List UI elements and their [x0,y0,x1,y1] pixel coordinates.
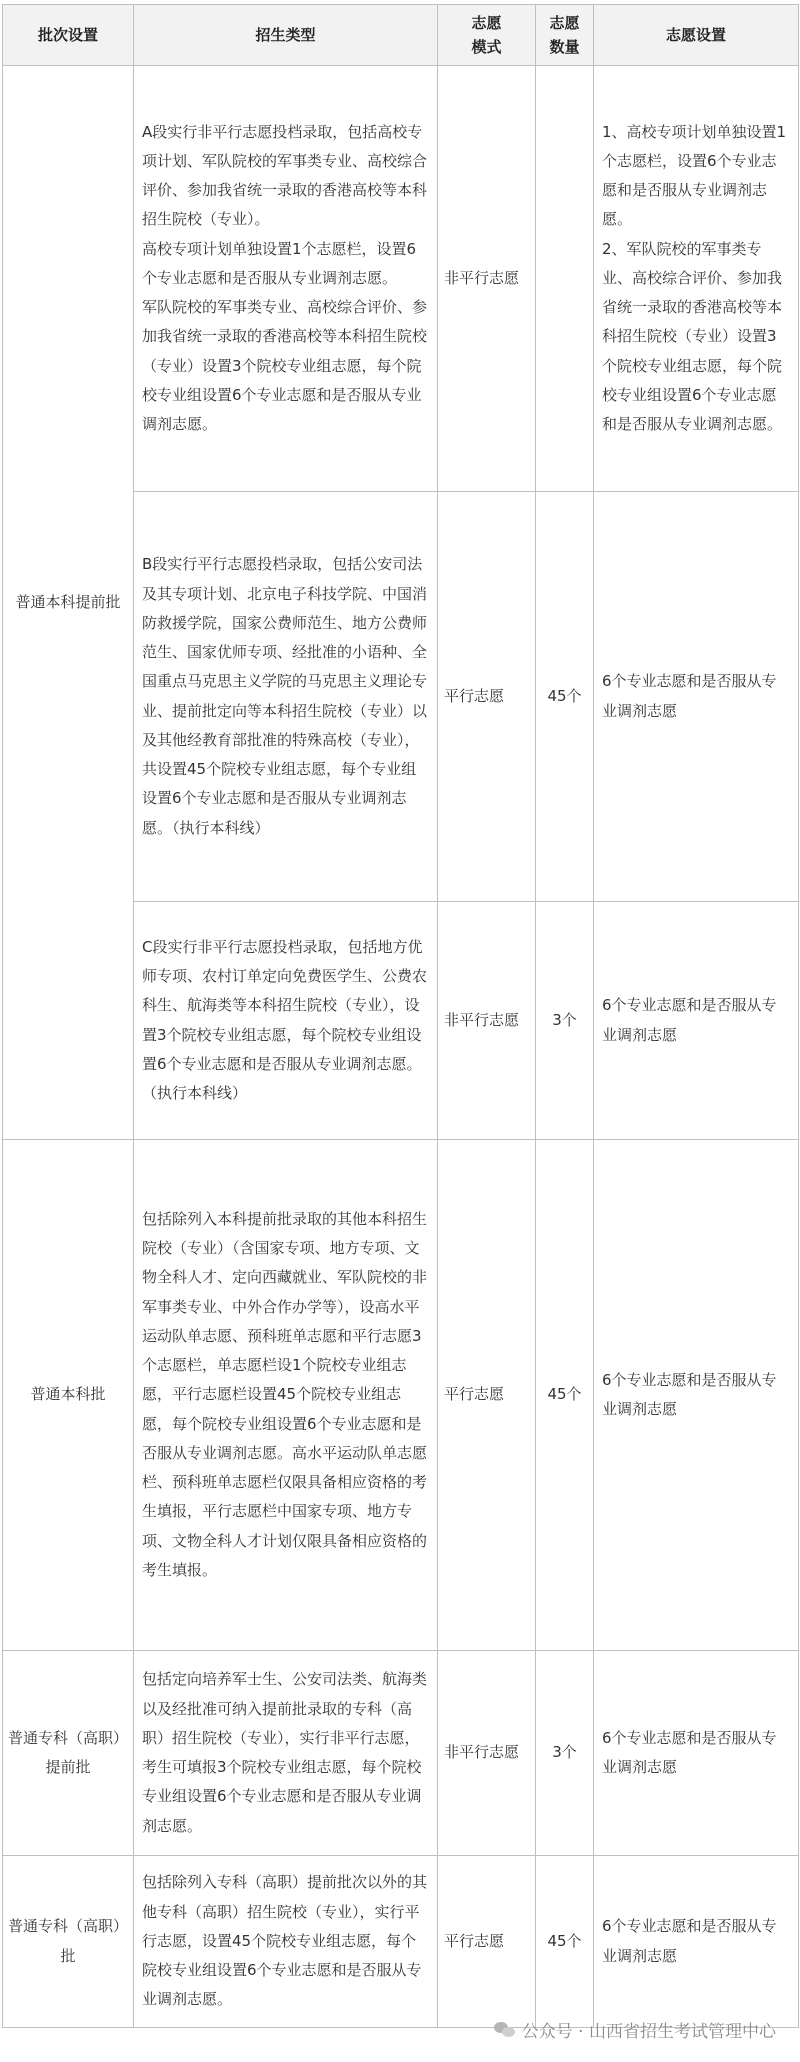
mode-cell: 非平行志愿 [438,1651,536,1856]
mode-cell: 非平行志愿 [438,66,536,492]
mode-cell: 平行志愿 [438,1856,536,2028]
type-paragraph: 包括除列入专科（高职）提前批次以外的其他专科（高职）招生院校（专业），实行平行志愿，设置45个院校专业组志愿，每个院校专业组设置6个专业志愿和是否服从专业调剂志愿。 [142,1873,428,2009]
type-cell [134,1651,438,1856]
setting-paragraph: 2、军队院校的军事类专业、高校综合评价、参加我省统一录取的香港高校等本科招生院校（专业）设置3个院校专业组志愿，每个院校专业组设置6个专业志愿和是否服从专业调剂志愿。 [602,239,783,434]
setting-cell [594,902,799,1140]
setting-cell [594,66,799,492]
batch-cell: 普通专科（高职）提前批 [3,1651,134,1856]
batch-cell: 普通本科批 [3,1140,134,1651]
type-paragraph: 高校专项计划单独设置1个志愿栏，设置6个专业志愿和是否服从专业调剂志愿。 [142,239,417,287]
setting-paragraph: 6个专业志愿和是否服从专业调剂志愿 [602,1370,777,1418]
table-row [3,66,799,492]
header-mode: 志愿 模式 [438,5,536,66]
header-type: 招生类型 [134,5,438,66]
setting-cell [594,492,799,902]
type-paragraph: C段实行非平行志愿投档录取，包括地方优师专项、农村订单定向免费医学生、公费农科生、航海类等本科招生院校（专业），设置3个院校专业组志愿，每个院校专业组设置6个专业志愿和是否服从专业调剂志愿。（执行本科线） [142,937,428,1102]
setting-cell [594,1651,799,1856]
count-cell: 45个 [536,1140,594,1651]
mode-cell: 非平行志愿 [438,902,536,1140]
type-cell [134,1856,438,2028]
setting-cell [594,1140,799,1651]
count-cell: 3个 [536,1651,594,1856]
setting-paragraph: 6个专业志愿和是否服从专业调剂志愿 [602,1917,777,1965]
batch-cell: 普通本科提前批 [3,66,134,1140]
admission-table [2,4,799,2028]
count-cell: 45个 [536,492,594,902]
header-count: 志愿 数量 [536,5,594,66]
mode-cell: 平行志愿 [438,1140,536,1651]
type-paragraph: B段实行平行志愿投档录取，包括公安司法及其专项计划、北京电子科技学院、中国消防救援学院，国家公费师范生、地方公费师范生、国家优师专项、经批准的小语种、全国重点马克思主义学院的马克思主义理论专业、提前批定向等本科招生院校（专业）以及其他经教育部批准的特殊高校（专业），共设置45个院校专业组志愿，每个专业组设置6个专业志愿和是否服从专业调剂志愿。（执行本科线） [142,555,428,837]
batch-cell: 普通专科（高职）批 [3,1856,134,2028]
type-cell [134,1140,438,1651]
table-row [3,1651,799,1856]
type-paragraph: 包括定向培养军士生、公安司法类、航海类以及经批准可纳入提前批录取的专科（高职）招生院校（专业），实行非平行志愿，考生可填报3个院校专业组志愿，每个院校专业组设置6个专业志愿和是否服从专业调剂志愿。 [142,1670,428,1835]
setting-paragraph: 6个专业志愿和是否服从专业调剂志愿 [602,996,777,1044]
header-setting: 志愿设置 [594,5,799,66]
type-paragraph: 军队院校的军事类专业、高校综合评价、参加我省统一录取的香港高校等本科招生院校（专业）设置3个院校专业组志愿，每个院校专业组设置6个专业志愿和是否服从专业调剂志愿。 [142,298,428,434]
table-row [3,1856,799,2028]
type-cell [134,66,438,492]
setting-paragraph: 6个专业志愿和是否服从专业调剂志愿 [602,672,777,720]
wechat-icon [494,2021,516,2039]
type-paragraph: A段实行非平行志愿投档录取，包括高校专项计划、军队院校的军事类专业、高校综合评价、参加我省统一录取的香港高校等本科招生院校（专业）。 [142,122,428,229]
setting-cell [594,1856,799,2028]
type-cell [134,492,438,902]
count-cell: 3个 [536,902,594,1140]
type-cell [134,902,438,1140]
mode-cell: 平行志愿 [438,492,536,902]
count-cell: 45个 [536,1856,594,2028]
table-header-row [3,5,799,66]
watermark-text: 公众号 · 山西省招生考试管理中心 [521,2022,776,2042]
watermark [494,2017,776,2042]
type-paragraph: 包括除列入本科提前批录取的其他本科招生院校（专业）（含国家专项、地方专项、文物全科人才、定向西藏就业、军队院校的非军事类专业、中外合作办学等），设高水平运动队单志愿、预科班单志愿和平行志愿3个志愿栏，单志愿栏设1个院校专业组志愿，平行志愿栏设置45个院校专业组志愿，每个院校专业组设置6个专业志愿和是否服从专业调剂志愿。高水平运动队单志愿栏、预科班单志愿栏仅限具备相应资格的考生填报，平行志愿栏中国家专项、地方专项、文物全科人才计划仅限具备相应资格的考生填报。 [142,1209,428,1579]
setting-paragraph: 1、高校专项计划单独设置1个志愿栏，设置6个专业志愿和是否服从专业调剂志愿。 [602,122,787,229]
table-row [3,1140,799,1651]
header-batch: 批次设置 [3,5,134,66]
count-cell [536,66,594,492]
setting-paragraph: 6个专业志愿和是否服从专业调剂志愿 [602,1728,777,1776]
